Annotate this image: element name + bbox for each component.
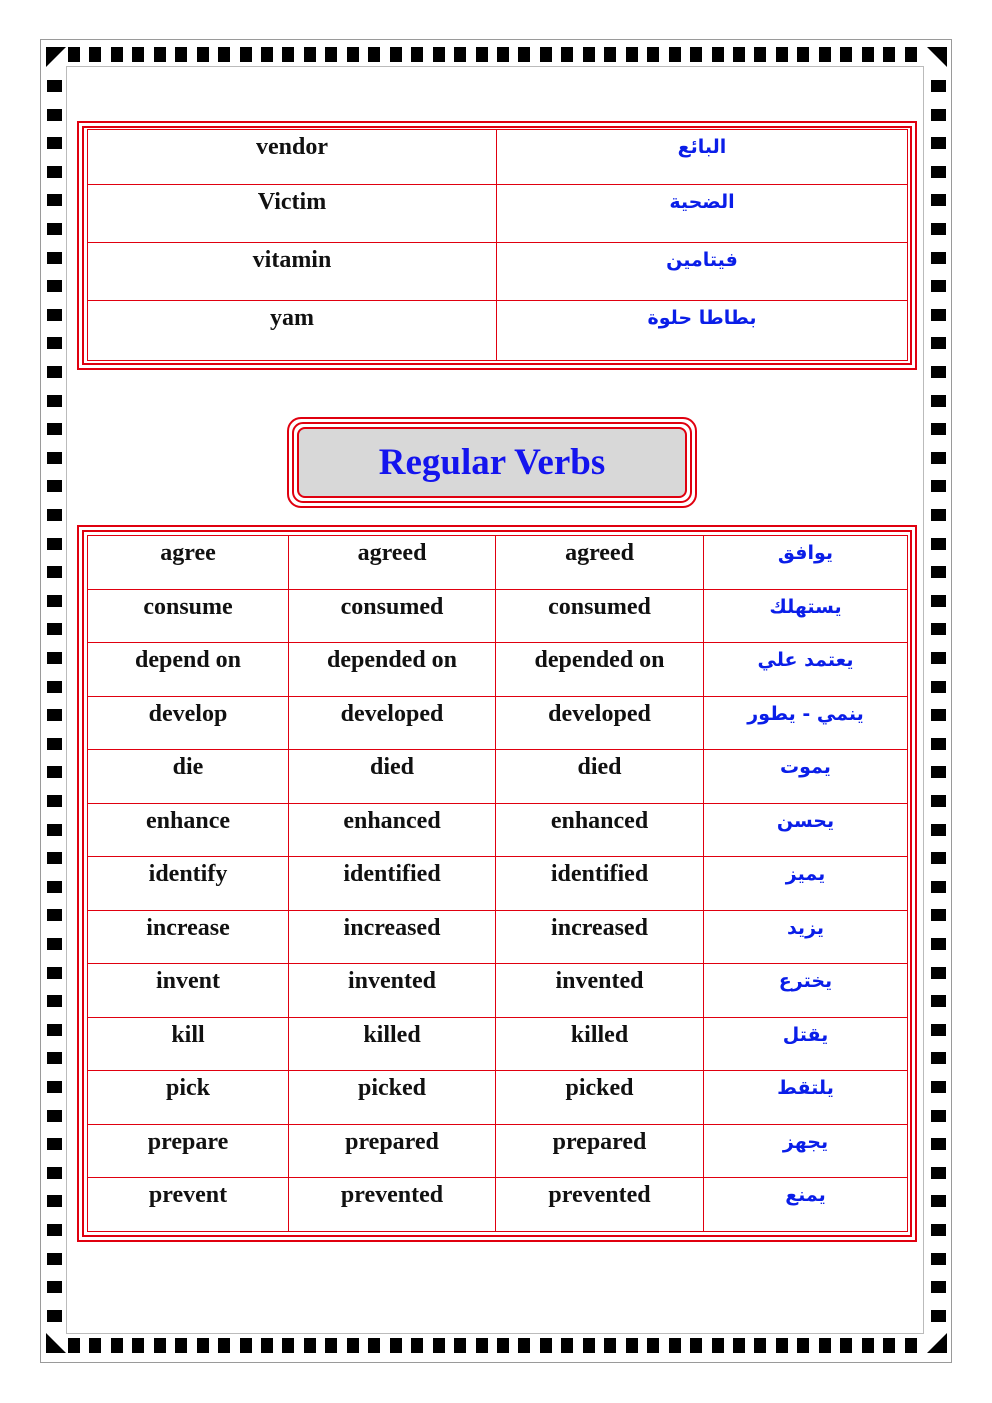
verb-past-form: agreed bbox=[289, 536, 496, 590]
frame-dash bbox=[411, 47, 423, 62]
verb-past-participle: consumed bbox=[496, 589, 704, 643]
verb-row bbox=[88, 1178, 908, 1232]
frame-dash bbox=[47, 280, 62, 292]
frame-corner bbox=[927, 1333, 947, 1353]
verb-past-participle: picked bbox=[496, 1071, 704, 1125]
frame-dash bbox=[175, 1338, 187, 1353]
verb-arabic-meaning: يستهلك bbox=[704, 589, 908, 643]
frame-dash bbox=[712, 47, 724, 62]
verb-base-form: prevent bbox=[88, 1178, 289, 1232]
frame-dash bbox=[540, 47, 552, 62]
verb-past-form: developed bbox=[289, 696, 496, 750]
frame-dash bbox=[754, 1338, 766, 1353]
frame-dash bbox=[261, 47, 273, 62]
frame-dash bbox=[604, 47, 616, 62]
frame-dash bbox=[47, 166, 62, 178]
verb-arabic-meaning: يلتقط bbox=[704, 1071, 908, 1125]
frame-dash bbox=[931, 795, 946, 807]
english-word: Victim bbox=[88, 185, 497, 243]
english-word: vendor bbox=[88, 130, 497, 185]
frame-dash bbox=[47, 766, 62, 778]
verb-base-form: enhance bbox=[88, 803, 289, 857]
frame-dash bbox=[518, 47, 530, 62]
frame-dash bbox=[931, 423, 946, 435]
verb-past-participle: depended on bbox=[496, 643, 704, 697]
vocabulary-row bbox=[88, 185, 908, 243]
frame-dash bbox=[47, 480, 62, 492]
frame-dash bbox=[47, 623, 62, 635]
frame-dash bbox=[712, 1338, 724, 1353]
frame-dash bbox=[68, 1338, 80, 1353]
frame-dash bbox=[47, 652, 62, 664]
frame-dash bbox=[282, 47, 294, 62]
frame-dash bbox=[931, 109, 946, 121]
frame-dash bbox=[197, 1338, 209, 1353]
frame-dash bbox=[175, 47, 187, 62]
verb-row bbox=[88, 750, 908, 804]
frame-dash bbox=[47, 995, 62, 1007]
verb-base-form: develop bbox=[88, 696, 289, 750]
verb-arabic-meaning: يزيد bbox=[704, 910, 908, 964]
frame-dash bbox=[390, 1338, 402, 1353]
frame-dash bbox=[733, 1338, 745, 1353]
frame-dash bbox=[111, 47, 123, 62]
frame-dash bbox=[626, 47, 638, 62]
frame-dash bbox=[154, 47, 166, 62]
frame-dash bbox=[454, 47, 466, 62]
frame-dash bbox=[47, 1024, 62, 1036]
frame-dash bbox=[89, 1338, 101, 1353]
frame-corner bbox=[46, 1333, 66, 1353]
frame-dash bbox=[754, 47, 766, 62]
frame-dash bbox=[47, 1081, 62, 1093]
verb-past-participle: developed bbox=[496, 696, 704, 750]
verb-row bbox=[88, 589, 908, 643]
verb-past-participle: died bbox=[496, 750, 704, 804]
verb-row bbox=[88, 696, 908, 750]
verb-past-form: enhanced bbox=[289, 803, 496, 857]
frame-dash bbox=[47, 194, 62, 206]
verb-arabic-meaning: يميز bbox=[704, 857, 908, 911]
frame-dash bbox=[931, 452, 946, 464]
frame-dash bbox=[733, 47, 745, 62]
frame-dash bbox=[561, 47, 573, 62]
frame-dash bbox=[931, 766, 946, 778]
frame-dash bbox=[47, 538, 62, 550]
frame-dash bbox=[931, 709, 946, 721]
frame-dash bbox=[132, 47, 144, 62]
frame-dash bbox=[47, 1310, 62, 1322]
frame-dash bbox=[931, 252, 946, 264]
frame-dash bbox=[931, 309, 946, 321]
verb-past-participle: identified bbox=[496, 857, 704, 911]
frame-dash bbox=[325, 47, 337, 62]
frame-dash bbox=[931, 1138, 946, 1150]
frame-dash bbox=[797, 1338, 809, 1353]
frame-dash bbox=[931, 652, 946, 664]
frame-dash bbox=[47, 938, 62, 950]
frame-dash bbox=[931, 738, 946, 750]
verb-past-form: consumed bbox=[289, 589, 496, 643]
frame-dash bbox=[218, 1338, 230, 1353]
frame-dash bbox=[931, 1310, 946, 1322]
frame-dash bbox=[931, 223, 946, 235]
frame-dash bbox=[89, 47, 101, 62]
frame-dash bbox=[931, 395, 946, 407]
frame-dash bbox=[218, 47, 230, 62]
frame-dash bbox=[690, 1338, 702, 1353]
frame-dash bbox=[931, 852, 946, 864]
frame-dash bbox=[626, 1338, 638, 1353]
frame-dash bbox=[240, 47, 252, 62]
verb-row bbox=[88, 803, 908, 857]
frame-dash bbox=[931, 1253, 946, 1265]
verb-arabic-meaning: يعتمد علي bbox=[704, 643, 908, 697]
verb-past-participle: enhanced bbox=[496, 803, 704, 857]
frame-dash bbox=[454, 1338, 466, 1353]
frame-dash bbox=[931, 1224, 946, 1236]
frame-dash bbox=[669, 47, 681, 62]
frame-dash bbox=[47, 1138, 62, 1150]
verb-past-participle: prepared bbox=[496, 1124, 704, 1178]
english-word: yam bbox=[88, 301, 497, 361]
verb-row bbox=[88, 1071, 908, 1125]
frame-dash bbox=[47, 337, 62, 349]
frame-dash bbox=[647, 47, 659, 62]
frame-dash bbox=[47, 681, 62, 693]
verb-arabic-meaning: يمنع bbox=[704, 1178, 908, 1232]
frame-dash bbox=[862, 47, 874, 62]
english-word: vitamin bbox=[88, 243, 497, 301]
frame-dash bbox=[931, 566, 946, 578]
verb-arabic-meaning: يموت bbox=[704, 750, 908, 804]
verb-base-form: identify bbox=[88, 857, 289, 911]
frame-dash bbox=[931, 824, 946, 836]
frame-dash bbox=[111, 1338, 123, 1353]
frame-dash bbox=[883, 1338, 895, 1353]
verb-base-form: prepare bbox=[88, 1124, 289, 1178]
frame-dash bbox=[931, 1281, 946, 1293]
verb-past-participle: invented bbox=[496, 964, 704, 1018]
frame-dash bbox=[47, 1195, 62, 1207]
frame-dash bbox=[390, 47, 402, 62]
frame-dash bbox=[840, 47, 852, 62]
frame-dash bbox=[476, 1338, 488, 1353]
verb-row bbox=[88, 964, 908, 1018]
verb-past-form: prevented bbox=[289, 1178, 496, 1232]
verb-row bbox=[88, 536, 908, 590]
frame-dash bbox=[47, 80, 62, 92]
frame-dash bbox=[497, 1338, 509, 1353]
frame-dash bbox=[931, 480, 946, 492]
frame-dash bbox=[931, 80, 946, 92]
frame-dash bbox=[931, 623, 946, 635]
frame-dash bbox=[347, 47, 359, 62]
verb-past-participle: increased bbox=[496, 910, 704, 964]
frame-dash bbox=[47, 795, 62, 807]
frame-dash bbox=[931, 280, 946, 292]
frame-dash bbox=[47, 738, 62, 750]
frame-dash bbox=[325, 1338, 337, 1353]
frame-dash bbox=[931, 681, 946, 693]
verb-arabic-meaning: يجهز bbox=[704, 1124, 908, 1178]
frame-dash bbox=[931, 967, 946, 979]
frame-dash bbox=[776, 1338, 788, 1353]
verb-row bbox=[88, 1017, 908, 1071]
verb-past-form: increased bbox=[289, 910, 496, 964]
verb-base-form: consume bbox=[88, 589, 289, 643]
frame-dash bbox=[282, 1338, 294, 1353]
frame-dash bbox=[47, 509, 62, 521]
frame-dash bbox=[931, 194, 946, 206]
frame-dash bbox=[819, 47, 831, 62]
frame-dash bbox=[47, 366, 62, 378]
frame-dash bbox=[47, 395, 62, 407]
frame-dash bbox=[47, 852, 62, 864]
vocabulary-row bbox=[88, 130, 908, 185]
frame-dash bbox=[476, 47, 488, 62]
frame-dash bbox=[797, 47, 809, 62]
frame-dash bbox=[368, 1338, 380, 1353]
frame-dash bbox=[132, 1338, 144, 1353]
section-title: Regular Verbs bbox=[378, 442, 606, 483]
verb-row bbox=[88, 643, 908, 697]
frame-dash bbox=[47, 881, 62, 893]
frame-dash bbox=[368, 47, 380, 62]
frame-dash bbox=[840, 1338, 852, 1353]
section-title-box bbox=[287, 417, 697, 508]
frame-dash bbox=[47, 595, 62, 607]
verb-arabic-meaning: يحسن bbox=[704, 803, 908, 857]
frame-corner bbox=[927, 47, 947, 67]
frame-dash bbox=[647, 1338, 659, 1353]
verb-past-form: died bbox=[289, 750, 496, 804]
frame-dash bbox=[47, 423, 62, 435]
frame-dash bbox=[819, 1338, 831, 1353]
frame-dash bbox=[931, 509, 946, 521]
verbs-table bbox=[87, 535, 908, 1232]
frame-dash bbox=[931, 1167, 946, 1179]
verb-past-participle: agreed bbox=[496, 536, 704, 590]
verb-past-form: identified bbox=[289, 857, 496, 911]
verb-past-form: invented bbox=[289, 964, 496, 1018]
frame-dash bbox=[261, 1338, 273, 1353]
frame-dash bbox=[47, 1167, 62, 1179]
frame-dash bbox=[931, 938, 946, 950]
frame-dash bbox=[905, 1338, 917, 1353]
frame-dash bbox=[47, 309, 62, 321]
frame-dash bbox=[47, 252, 62, 264]
vocabulary-table bbox=[87, 129, 908, 361]
frame-dash bbox=[931, 1110, 946, 1122]
frame-dash bbox=[931, 595, 946, 607]
verb-base-form: increase bbox=[88, 910, 289, 964]
frame-dash bbox=[347, 1338, 359, 1353]
frame-dash bbox=[47, 1110, 62, 1122]
frame-dash bbox=[240, 1338, 252, 1353]
frame-dash bbox=[433, 47, 445, 62]
frame-dash bbox=[497, 47, 509, 62]
frame-dash bbox=[905, 47, 917, 62]
vocabulary-row bbox=[88, 243, 908, 301]
verb-base-form: kill bbox=[88, 1017, 289, 1071]
frame-dash bbox=[862, 1338, 874, 1353]
frame-dash bbox=[883, 47, 895, 62]
frame-dash bbox=[47, 1253, 62, 1265]
frame-dash bbox=[47, 109, 62, 121]
frame-dash bbox=[47, 223, 62, 235]
frame-dash bbox=[197, 47, 209, 62]
frame-dash bbox=[931, 166, 946, 178]
verb-past-form: killed bbox=[289, 1017, 496, 1071]
arabic-translation: بطاطا حلوة bbox=[497, 301, 908, 361]
frame-dash bbox=[931, 1052, 946, 1064]
verb-base-form: invent bbox=[88, 964, 289, 1018]
frame-dash bbox=[518, 1338, 530, 1353]
verb-past-participle: killed bbox=[496, 1017, 704, 1071]
frame-dash bbox=[154, 1338, 166, 1353]
verb-arabic-meaning: ينمي - يطور bbox=[704, 696, 908, 750]
verb-row bbox=[88, 857, 908, 911]
frame-dash bbox=[776, 47, 788, 62]
frame-dash bbox=[47, 709, 62, 721]
arabic-translation: البائع bbox=[497, 130, 908, 185]
verb-row bbox=[88, 1124, 908, 1178]
verb-past-form: depended on bbox=[289, 643, 496, 697]
verb-arabic-meaning: يوافق bbox=[704, 536, 908, 590]
verb-past-participle: prevented bbox=[496, 1178, 704, 1232]
frame-dash bbox=[304, 1338, 316, 1353]
verb-past-form: prepared bbox=[289, 1124, 496, 1178]
frame-dash bbox=[931, 337, 946, 349]
frame-dash bbox=[47, 967, 62, 979]
frame-dash bbox=[931, 1081, 946, 1093]
verb-arabic-meaning: يخترع bbox=[704, 964, 908, 1018]
frame-dash bbox=[47, 824, 62, 836]
verb-base-form: pick bbox=[88, 1071, 289, 1125]
frame-dash bbox=[304, 47, 316, 62]
arabic-translation: الضحية bbox=[497, 185, 908, 243]
frame-dash bbox=[690, 47, 702, 62]
frame-dash bbox=[669, 1338, 681, 1353]
arabic-translation: فيتامين bbox=[497, 243, 908, 301]
frame-dash bbox=[47, 909, 62, 921]
frame-dash bbox=[931, 909, 946, 921]
frame-dash bbox=[931, 137, 946, 149]
frame-dash bbox=[433, 1338, 445, 1353]
verb-base-form: depend on bbox=[88, 643, 289, 697]
frame-dash bbox=[47, 1224, 62, 1236]
frame-dash bbox=[47, 1281, 62, 1293]
frame-dash bbox=[583, 47, 595, 62]
frame-dash bbox=[583, 1338, 595, 1353]
frame-dash bbox=[931, 1024, 946, 1036]
vocabulary-row bbox=[88, 301, 908, 361]
verb-row bbox=[88, 910, 908, 964]
frame-dash bbox=[931, 538, 946, 550]
frame-dash bbox=[931, 881, 946, 893]
frame-dash bbox=[931, 1195, 946, 1207]
frame-dash bbox=[540, 1338, 552, 1353]
frame-dash bbox=[561, 1338, 573, 1353]
frame-dash bbox=[931, 995, 946, 1007]
frame-dash bbox=[604, 1338, 616, 1353]
frame-dash bbox=[47, 1052, 62, 1064]
frame-dash bbox=[47, 566, 62, 578]
frame-dash bbox=[47, 452, 62, 464]
frame-dash bbox=[68, 47, 80, 62]
verb-base-form: die bbox=[88, 750, 289, 804]
verb-arabic-meaning: يقتل bbox=[704, 1017, 908, 1071]
verb-base-form: agree bbox=[88, 536, 289, 590]
frame-corner bbox=[46, 47, 66, 67]
frame-dash bbox=[47, 137, 62, 149]
frame-dash bbox=[411, 1338, 423, 1353]
verb-past-form: picked bbox=[289, 1071, 496, 1125]
frame-dash bbox=[931, 366, 946, 378]
